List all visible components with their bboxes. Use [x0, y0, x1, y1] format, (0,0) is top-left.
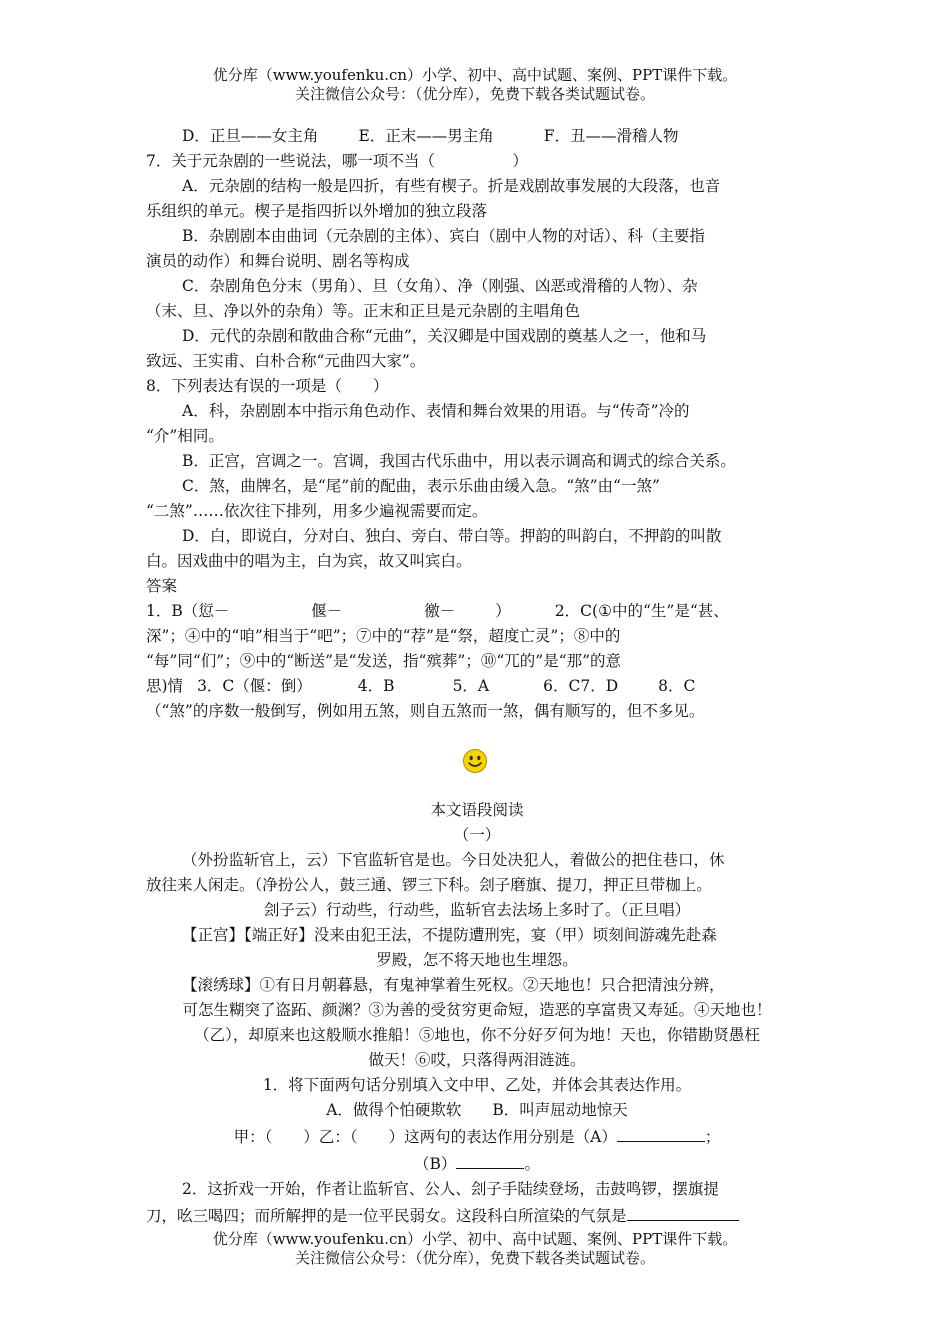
header-line-2: 关注微信公众号：（优分库），免费下载各类试题试卷。	[294, 85, 655, 103]
reading-question-2: 2．这折戏一开始，作者让监斩官、公人、刽子手陆续登场，击鼓鸣锣，摆旗提	[182, 1180, 719, 1198]
passage-paragraph-3: 【滚绣球】①有日月朝暮悬，有鬼神掌着生死权。②天地也！只合把清浊分辨，	[182, 976, 725, 994]
passage-paragraph-1-end: 刽子云）行动些，行动些，监斩官去法场上多时了。（正旦唱）	[263, 901, 691, 919]
passage-paragraph-3-line-4: 做天！⑥哎，只落得两泪涟涟。	[368, 1051, 586, 1069]
answer-blank-b[interactable]	[456, 1150, 524, 1169]
answer-blank-a[interactable]	[617, 1123, 705, 1142]
passage-paragraph-2-cont: 罗殿，怎不将天地也生埋怨。	[376, 951, 578, 969]
answers-line-3: “每”同“们”；⑨中的“断送”是“发送，指“殡葬”；⑩“兀的”是“那”的意	[146, 652, 622, 670]
answers-line-1: 1．B（愆－ 偃－ 徼－ ） 2．C(①中的“生”是“甚、	[146, 602, 729, 620]
answers-title: 答案	[146, 577, 178, 595]
question-8-option-d: D．白，即说白，分对白、独白、旁白、带白等。押韵的叫韵白，不押韵的叫散	[182, 527, 722, 545]
header-line-1: 优分库（www.youfenku.cn）小学、初中、高中试题、案例、PPT课件下载。	[212, 66, 738, 84]
reading-question-2-cont: 刀，吆三喝四；而所解押的是一位平民弱女。这段科白所渲染的气氛是	[146, 1202, 808, 1229]
answers-line-2: 深”；④中的“咱”相当于“吧”；⑦中的“荐”是“祭，超度亡灵”；⑧中的	[146, 627, 621, 645]
question-7-option-d-cont: 致远、王实甫、白朴合称“元曲四大家”。	[146, 352, 426, 370]
reading-question-1-options: A．做得个怕硬欺软 B．叫声屈动地惊天	[326, 1101, 628, 1119]
footer-line-2: 关注微信公众号：（优分库），免费下载各类试题试卷。	[294, 1249, 655, 1267]
question-8-option-c: C．煞，曲牌名，是“尾”前的配曲，表示乐曲由缓入急。“煞”由“一煞”	[182, 477, 660, 495]
answers-line-4: 思)情 3．C（偃：倒） 4．B 5．A 6．C7．D 8．C	[146, 677, 696, 695]
reading-title: 本文语段阅读	[430, 801, 524, 819]
question-8-stem: 8．下列表达有误的一项是（ ）	[146, 377, 389, 395]
passage-paragraph-3-line-2: 可怎生糊突了盗跖、颜渊？③为善的受贫穷更命短，造恶的享富贵又寿延。④天地也！	[182, 1001, 772, 1019]
reading-question-1-fill: 甲：（ ）乙：（ ）这两句的表达作用分别是（A） ；	[146, 1123, 808, 1150]
footer-line-1: 优分库（www.youfenku.cn）小学、初中、高中试题、案例、PPT课件下载。	[212, 1230, 738, 1248]
question-8-option-b: B．正宫，宫调之一。宫调，我国古代乐曲中，用以表示调高和调式的综合关系。	[182, 452, 736, 470]
question-8-option-d-cont: 白。因戏曲中的唱为主，白为宾，故又叫宾白。	[146, 552, 472, 570]
reading-subtitle: （一）	[453, 826, 501, 844]
question-7-option-b: B．杂剧剧本由曲词（元杂剧的主体）、宾白（剧中人物的对话）、科（主要指	[182, 227, 705, 245]
question-7-stem: 7．关于元杂剧的一些说法，哪一项不当（ ）	[146, 152, 528, 170]
reading-question-1-fill-b: （B） 。	[146, 1150, 808, 1177]
passage-paragraph-1-cont: 放往来人闲走。（净扮公人，鼓三通、锣三下科。刽子磨旗、提刀，押正旦带枷上。	[146, 876, 712, 894]
page-footer	[0, 1230, 950, 1268]
passage-paragraph-3-line-3: （乙），却原来也这般顺水推船！⑤地也，你不分好歹何为地！天也，你错勘贤愚枉	[194, 1026, 760, 1044]
answer-blank-atmosphere[interactable]	[627, 1202, 739, 1221]
passage-paragraph-2: 【正宫】【端正好】没来由犯王法，不提防遭刑宪，宴（甲）顷刻间游魂先赴森	[182, 926, 717, 944]
reading-section	[146, 798, 808, 1229]
document-body	[146, 124, 808, 724]
page-header	[0, 66, 950, 104]
smiley-face-icon	[462, 748, 488, 774]
question-7-option-a: A．元杂剧的结构一般是四折，有些有楔子。折是戏剧故事发展的大段落，也音	[182, 177, 721, 195]
question-7-option-c: C．杂剧角色分末（男角）、旦（女角）、净（刚强、凶恶或滑稽的人物）、杂	[182, 277, 698, 295]
question-8-option-a-cont: “介”相同。	[146, 427, 224, 445]
question-8-option-a: A．科，杂剧剧本中指示角色动作、表情和舞台效果的用语。与“传奇”冷的	[182, 402, 690, 420]
question-6-options: D．正旦——女主角 E．正末——男主角 F．丑——滑稽人物	[182, 127, 679, 145]
question-7-option-b-cont: 演员的动作）和舞台说明、剧名等构成	[146, 252, 410, 270]
reading-question-1: 1．将下面两句话分别填入文中甲、乙处，并体会其表达作用。	[262, 1076, 692, 1094]
question-7-option-d: D．元代的杂剧和散曲合称“元曲”，关汉卿是中国戏剧的奠基人之一，他和马	[182, 327, 707, 345]
question-7-option-c-cont: （末、旦、净以外的杂角）等。正末和正旦是元杂剧的主唱角色	[146, 302, 581, 320]
answers-line-5: （“煞”的序数一般倒写，例如用五煞，则自五煞而一煞，偶有顺写的，但不多见。	[146, 702, 705, 720]
question-7-option-a-cont: 乐组织的单元。楔子是指四折以外增加的独立段落	[146, 202, 488, 220]
question-8-option-c-cont: “二煞”……依次往下排列，用多少遍视需要而定。	[146, 502, 488, 520]
passage-paragraph-1: （外扮监斩官上，云）下官监斩官是也。今日处决犯人，着做公的把住巷口，休	[182, 851, 725, 869]
